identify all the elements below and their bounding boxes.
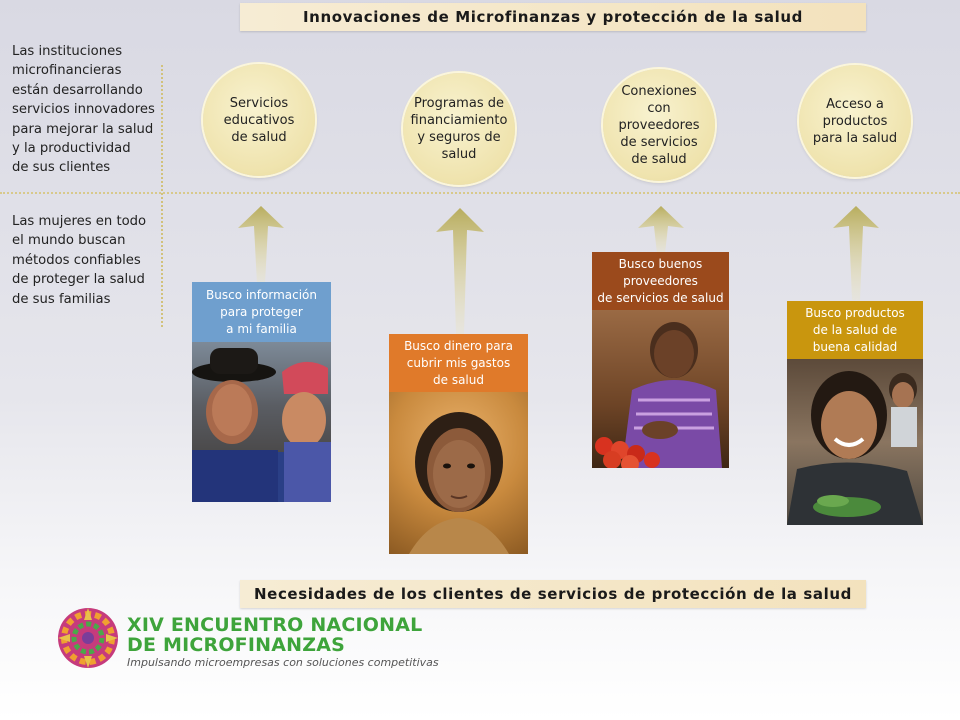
need-card-products bbox=[787, 301, 923, 525]
innovation-circle-financing bbox=[403, 73, 515, 185]
innovation-label: Conexiones con proveedores de servicios de salud bbox=[618, 83, 700, 167]
needs-title: Necesidades de los clientes de servicios de protección de la salud bbox=[254, 585, 852, 603]
innovation-label: Acceso a productos para la salud bbox=[812, 96, 898, 146]
innovation-circle-products bbox=[799, 65, 911, 177]
need-label: Busco información para proteger a mi familia bbox=[192, 282, 331, 342]
need-card-information bbox=[192, 282, 331, 502]
page-title: Innovaciones de Microfinanzas y protección de la salud bbox=[303, 8, 803, 26]
innovation-label: Programas de financiamiento y seguros de salud bbox=[410, 96, 508, 162]
women-paragraph: Las mujeres en todo el mundo buscan métodos confiables de proteger la salud de sus familias bbox=[12, 214, 147, 307]
need-label: Busco productos de la salud de buena calidad bbox=[787, 301, 923, 359]
need-card-money bbox=[389, 334, 528, 554]
innovation-circle-education bbox=[203, 64, 315, 176]
horizontal-divider bbox=[0, 192, 960, 194]
innovation-circle-providers bbox=[603, 69, 715, 181]
logo-title-line1: XIV ENCUENTRO NACIONAL bbox=[127, 614, 423, 636]
up-arrow-icon bbox=[434, 206, 486, 334]
need-card-providers bbox=[592, 252, 729, 468]
photo-young-woman bbox=[389, 392, 528, 554]
up-arrow-icon bbox=[236, 204, 286, 284]
need-label: Busco buenos proveedores de servicios de salud bbox=[592, 252, 729, 310]
event-logo-icon bbox=[56, 606, 120, 670]
photo-women-andes bbox=[192, 342, 331, 502]
photo-market-woman bbox=[592, 310, 729, 468]
need-label: Busco dinero para cubrir mis gastos de salud bbox=[389, 334, 528, 392]
photo-smiling-woman bbox=[787, 359, 923, 525]
logo-title-line2: DE MICROFINANZAS bbox=[127, 634, 345, 656]
up-arrow-icon bbox=[831, 204, 881, 300]
innovation-label: Servicios educativos de salud bbox=[223, 95, 295, 145]
up-arrow-icon bbox=[636, 204, 686, 254]
title-banner bbox=[240, 3, 866, 31]
intro-paragraph: Las instituciones microfinancieras están desarrollando servicios innovadores para mejorar la salud y la productividad de sus clientes bbox=[12, 44, 155, 176]
subtitle-banner bbox=[240, 580, 866, 608]
logo-tagline: Impulsando microempresas con soluciones competitivas bbox=[127, 656, 439, 669]
vertical-divider bbox=[161, 65, 163, 327]
